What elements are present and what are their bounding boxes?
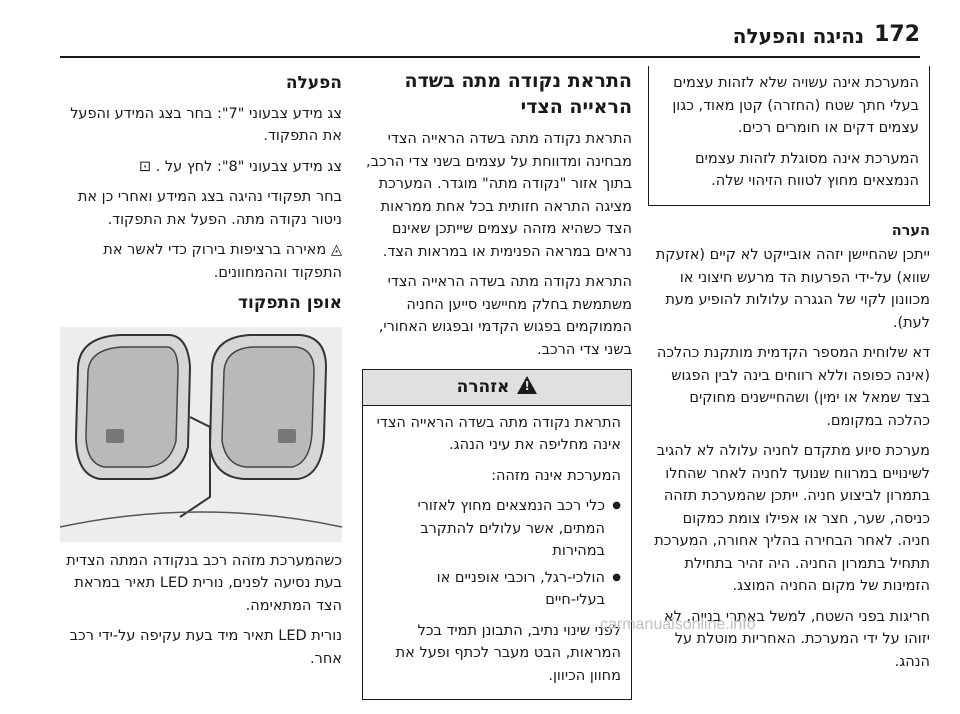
section-title: התראת נקודה מתה בשדה הראייה הצדי (404, 70, 632, 118)
warning-text: לפני שינוי נתיב, התבונן תמיד בכל המראות, הבט מעבר לכתף ופעל את מחוון הכיוון. (395, 622, 621, 684)
list-item: ● הולכי-רגל, רוכבי אופניים או בעלי-חיים (373, 567, 621, 612)
body-paragraph: צג מידע צבעוני "7": בחר בצג המידע והפעל את התפקוד. (70, 105, 342, 144)
warning-list (373, 495, 621, 612)
mirror-drawing (60, 327, 342, 542)
warning-triangle-icon (517, 376, 537, 394)
warning-text: המערכת אינה מזהה: (491, 467, 621, 484)
body-paragraph: צג מידע צבעוני "8": לחץ על . ⊡ (138, 158, 342, 175)
list-item: ● כלי רכב הנמצאים מחוץ לאזורי המתים, אשר עלולים להתקרב במהירות (373, 495, 621, 563)
led-indicator-icon (278, 429, 296, 443)
warning-text: המערכת אינה עשויה שלא לזהות עצמים בעלי חתך שטח (החזרה) קטן מאוד, כגון עצמים דקים או חומרים רכים. (672, 75, 919, 136)
car-menu-icon: ⊡ (138, 158, 152, 175)
figure-caption: נורית LED תאיר מיד בעת עקיפה על-ידי רכב אחר. (69, 628, 342, 667)
page-header (60, 22, 920, 48)
warning-header (363, 370, 631, 406)
side-mirrors-illustration (60, 327, 342, 542)
header-divider (60, 56, 920, 58)
blind-spot-icon: ◬ (330, 242, 342, 258)
warning-title: אזהרה (456, 377, 510, 397)
watermark: carmanualsonline.info (600, 616, 756, 633)
warning-box-continued (648, 66, 930, 206)
note-paragraph: חריגות בפני השטח, למשל באתרי בנייה, לא יזוהו על ידי המערכת. האחריות מוטלת על הנהג. (663, 608, 930, 670)
led-indicator-icon (106, 429, 124, 443)
body-paragraph: התראת נקודה מתה בשדה הראייה הצדי מבחינה ומדווחת על עצמים בשני צדי הרכב, בתוך אזור "נקודה מתה" מוגדר. המערכת מציגה התראה חזותית בכל אחת ממראות הצד כשהיא מזהה עצמים שייתכן שאינם נראים במראה הפנימית או במראות הצד. (366, 131, 632, 260)
body-paragraph: בחר תפקודי נהיגה בצג המידע ואחרי כן את ניטור נקודה מתה. הפעל את התפקוד. (77, 189, 342, 228)
note-paragraph: ייתכן שהחיישן יזהה אובייקט לא קיים (אזעקת שווא) על-ידי הפרעות הד מרעש חיצוני או מכוונון לקוי של הגגרה עלולות להופיע מעת לעת). (655, 247, 930, 331)
note-title: הערה (891, 222, 930, 239)
figure-caption: כשהמערכת מזהה רכב בנקודה המתה הצדית בעת נסיעה לפנים, נורית LED תאיר במראת הצד המתאימה. (66, 552, 342, 614)
page-number: 172 (874, 22, 920, 47)
left-column (60, 66, 342, 678)
note-paragraph: דא שלוחית המספר הקדמית מותקנת כהלכה (אינה כפופה וללא רווחים בינה לבין הפגוש בצד שמאל או ימין) ושהחיישנים מחוקים כהלכה במקומם. (656, 345, 930, 429)
middle-column (362, 66, 632, 714)
warning-text: המערכת אינה מסוגלת לזהות עצמים הנמצאים מחוץ לטווח הזיהוי שלה. (695, 150, 919, 189)
note-paragraph: מערכת סיוע מתקדם לחניה עלולה לא להגיב לשינויים במרווח שנועד לחניה לאחר שהחלו בתמרון לביצוע חניה. ייתכן שהמערכת תזהה כניסה, שער, חצר או אפילו צומת כמקום חניה. לאחר הבחירה בהליך אחורה, המערכת תתחיל בתמרון החניה. היה זהיר בתחילת הזמינות של מקום החניה המוצג. (654, 443, 930, 594)
warning-text: התראת נקודה מתה בשדה הראייה הצדי אינה מחליפה את עיני הנהג. (376, 414, 621, 453)
chapter-title: נהיגה והפעלה (732, 24, 864, 48)
warning-box (362, 369, 632, 700)
section-heading: הפעלה (285, 73, 342, 93)
body-paragraph: ◬ מאירה ברציפות בירוק כדי לאשר את התפקוד וההמחוונים. (103, 242, 342, 281)
section-heading: אופן התפקוד (238, 293, 342, 313)
body-paragraph: התראת נקודה מתה בשדה הראייה הצדי משתמשת בחלק מחיישני סייען החניה הממוקמים בפגוש הקדמי ובפגוש האחורי, בשני צדי הרכב. (378, 274, 632, 358)
right-column (648, 66, 930, 681)
